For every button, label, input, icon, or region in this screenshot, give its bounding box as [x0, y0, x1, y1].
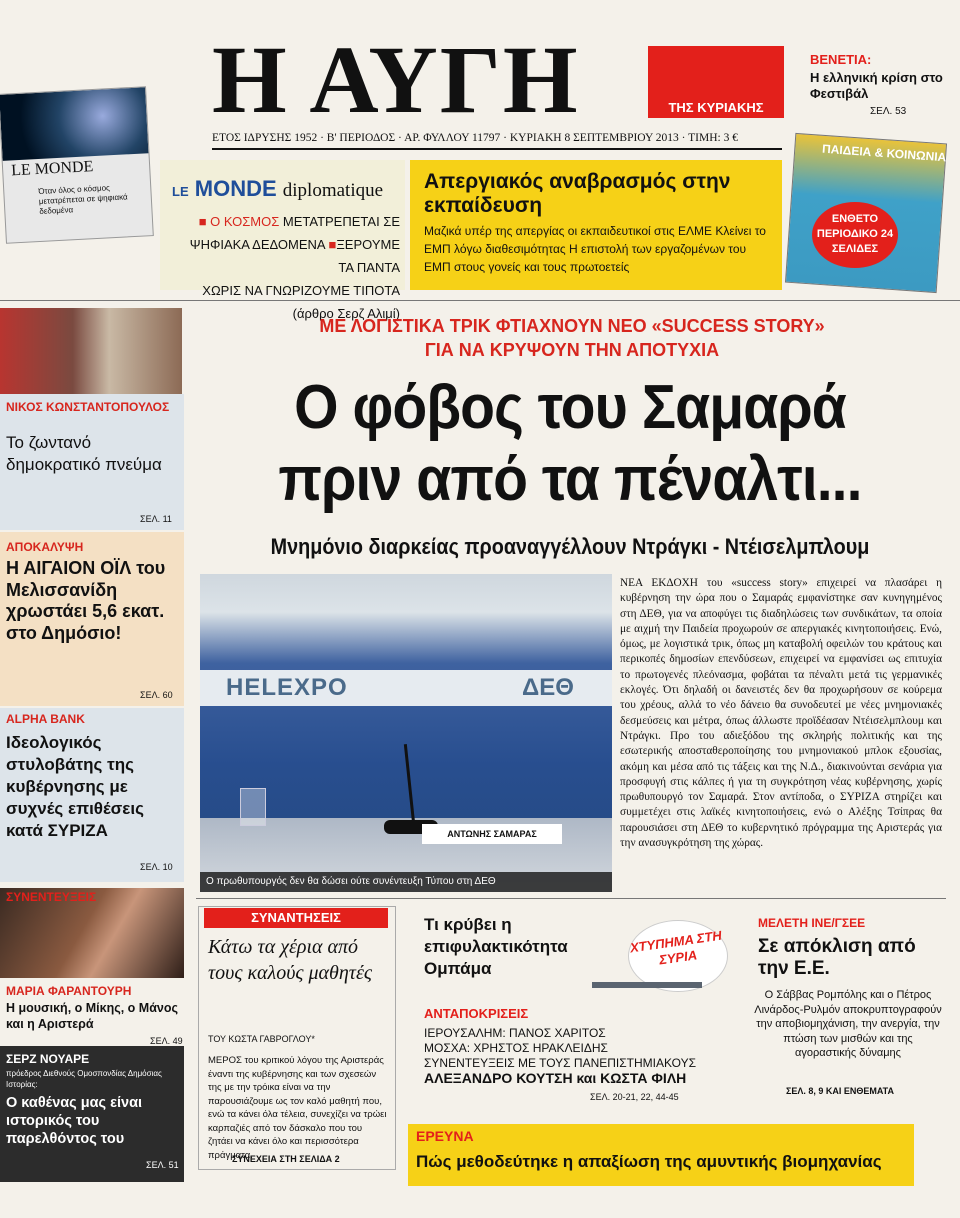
study-kicker: ΜΕΛΕΤΗ ΙΝΕ/ΓΣΕΕ	[758, 916, 866, 930]
syria-line3: ΣΥΝΕΝΤΕΥΞΕΙΣ ΜΕ ΤΟΥΣ ΠΑΝΕΠΙΣΤΗΜΙΑΚΟΥΣ	[424, 1056, 697, 1070]
lead-kicker-1: ΜΕ ΛΟΓΙΣΤΙΚΑ ΤΡΙΚ ΦΤΙΑΧΝΟΥΝ ΝΕΟ «SUCCESS STORY»	[319, 316, 825, 336]
left-item-2-title: Η ΑΙΓΑΙΟΝ ΟΪΛ του Μελισσανίδη χρωστάει 5,6 εκατ. στο Δημόσιο!	[6, 558, 166, 643]
lead-headline-line2: πριν από τα πέναλτι...	[278, 445, 862, 514]
left-item-4-kicker: ΣΥΝΕΝΤΕΥΞΕΙΣ	[6, 890, 97, 904]
magazine-title: ΠΑΙΔΕΙΑ & ΚΟΙΝΩΝΙΑ	[821, 141, 947, 165]
left-item-2-page: ΣΕΛ. 60	[140, 690, 173, 700]
lemonde-logo	[172, 176, 383, 202]
left-item-5-title: Ο καθένας μας είναι ιστορικός του παρελθόντος του	[6, 1095, 143, 1147]
strike-text: Μαζικά υπέρ της απεργίας οι εκπαιδευτικοί στις ΕΛΜΕ Κλείνει το ΕΜΠ λόγω διαθεσιμότητας Η επιστολή των εργαζομένων του ΕΜΠ στους γονείς και τους πρωτοετείς	[424, 224, 766, 274]
lemonde-line2: ΨΗΦΙΑΚΑ ΔΕΔΟΜΕΝΑ	[189, 237, 325, 252]
left-item-1-title: Το ζωντανό δημοκρατικό πνεύμα	[6, 433, 162, 474]
venetia-kicker: ΒΕΝΕΤΙΑ:	[810, 52, 872, 67]
masthead-rule	[212, 148, 782, 150]
lemonde-logo-monde: MONDE	[194, 176, 277, 201]
lemonde-text	[174, 210, 400, 325]
lemonde-logo-diplomatique: diplomatique	[282, 180, 384, 201]
study-page: ΣΕΛ. 8, 9 ΚΑΙ ΕΝΘΕΜΑΤΑ	[786, 1086, 895, 1096]
synantiseis-continue[interactable]: ΣΥΝΕΧΕΙΑ ΣΤΗ ΣΕΛΙΔΑ 2	[232, 1154, 340, 1164]
syria-page: ΣΕΛ. 20-21, 22, 44-45	[590, 1092, 679, 1102]
masthead-info: ΕΤΟΣ ΙΔΡΥΣΗΣ 1952 · Β' ΠΕΡΙΟΔΟΣ · ΑΡ. ΦΥΛΛΟΥ 11797 · ΚΥΡΙΑΚΗ 8 ΣΕΠΤΕΜΒΡΙΟΥ 2013 · ΤΙΜΗ: 3 €	[212, 132, 738, 144]
left-item-1-kicker: ΝΙΚΟΣ ΚΩΝΣΤΑΝΤΟΠΟΥΛΟΣ	[6, 400, 170, 414]
synantiseis-kicker: ΣΥΝΑΝΤΗΣΕΙΣ	[204, 908, 388, 928]
venetia-title[interactable]: Η ελληνική κρίση στο Φεστιβάλ	[810, 70, 943, 101]
lead-kicker-2: ΓΙΑ ΝΑ ΚΡΥΨΟΥΝ ΤΗΝ ΑΠΟΤΥΧΙΑ	[424, 340, 720, 360]
study-text: Ο Σάββας Ρομπόλης και ο Πέτρος Λινάρδος-Ρυλμόν αποκρυπτογραφούν την αποβιομηχάνιση, την ανεργία, την πτώση των μισθών και της αγοραστικής δύναμης	[754, 989, 942, 1059]
lemonde-line1: ΜΕΤΑΤΡΕΠΕΤΑΙ ΣΕ	[279, 214, 400, 229]
photo-glass	[240, 788, 266, 826]
lemonde-cover-name: LE MONDE	[10, 158, 94, 180]
ereuna-title: Πώς μεθοδεύτηκε η απαξίωση της αμυντικής βιομηχανίας	[416, 1152, 882, 1171]
lemonde-line1-red: ■ Ο ΚΟΣΜΟΣ	[198, 214, 280, 229]
left-item-3-title: Ιδεολογικός στυλοβάτης της κυβέρνησης με συχνές επιθέσεις κατά ΣΥΡΙΖΑ	[6, 733, 144, 840]
left-item-1-page: ΣΕΛ. 11	[140, 514, 172, 524]
lemonde-line3: ΧΩΡΙΣ ΝΑ ΓΝΩΡΙΖΟΥΜΕ ΤΙΠΟΤΑ (άρθρο Σερζ Αλιμί)	[202, 283, 400, 321]
microphone-icon	[404, 744, 415, 824]
venetia-page: ΣΕΛ. 53	[870, 106, 907, 117]
airplane-icon	[592, 982, 702, 988]
left-item-4-page: ΣΕΛ. 49	[150, 1036, 183, 1046]
left-item-5-subkicker: πρόεδρος Διεθνούς Ομοσπονδίας Δημόσιας Ιστορίας:	[6, 1069, 162, 1089]
study-title: Σε απόκλιση από την Ε.Ε.	[758, 936, 916, 979]
photo-nameplate: ΑΝΤΩΝΗΣ ΣΑΜΑΡΑΣ	[422, 824, 562, 844]
magazine-badge-text: ΕΝΘΕΤΟ ΠΕΡΙΟΔΙΚΟ 24 ΣΕΛΙΔΕΣ	[816, 213, 894, 255]
photo-caption: Ο πρωθυπουργός δεν θα δώσει ούτε συνέντευξη Τύπου στη ΔΕΘ	[200, 872, 612, 892]
lemonde-cover-text: Όταν όλος ο κόσμος μετατρέπεται σε ψηφιακά δεδομένα	[38, 183, 128, 216]
left-item-5-kicker: ΣΕΡΖ ΝΟΥΑΡΕ	[6, 1052, 90, 1066]
synantiseis-text: ΜΕΡΟΣ του κριτικού λόγου της Αριστεράς έναντι της κυβέρνησης και των σχεσεών της με την τρόικα είναι να την παρουσιάζουμε ως τον καλό μαθητή που, ενώ τα κάνει όλα τέλεια, συνεχίζει να τρώει καρπαζιές από τον δάσκαλο που του ζητάει να κάνει όλο και περισσότερα πράγματα.	[208, 1055, 387, 1161]
lemonde-cover-thumbnail[interactable]	[0, 86, 154, 244]
left-item-5-page: ΣΕΛ. 51	[146, 1160, 179, 1170]
lead-headline-line1: Ο φόβος του Σαμαρά	[294, 373, 846, 442]
left-item-2-kicker: ΑΠΟΚΑΛΥΨΗ	[6, 540, 84, 554]
masthead-title: Η ΑΥΓΗ	[212, 26, 580, 133]
syria-correspondents	[424, 1026, 724, 1086]
lemonde-line2-red: ■	[324, 237, 337, 252]
strike-title: Απεργιακός αναβρασμός στην εκπαίδευση	[424, 170, 731, 217]
left-item-4-title[interactable]: Η μουσική, ο Μίκης, ο Μάνος και η Αριστερά	[6, 1001, 178, 1031]
photo-deth-text: ΔΕΘ	[522, 674, 574, 701]
lemonde-cover-image	[0, 87, 148, 161]
section-divider	[0, 300, 960, 301]
synantiseis-author: ΤΟΥ ΚΩΣΤΑ ΓΑΒΡΟΓΛΟΥ*	[208, 1034, 315, 1044]
syria-line4: ΑΛΕΞΑΝΔΡΟ ΚΟΥΤΣΗ και ΚΩΣΤΑ ΦΙΛΗ	[424, 1070, 687, 1086]
edition-label: ΤΗΣ ΚΥΡΙΑΚΗΣ	[668, 100, 764, 115]
lead-subhead: Μνημόνιο διαρκείας προαναγγέλλουν Ντράγκι - Ντέισελμπλουμ	[270, 534, 870, 559]
ereuna-kicker: ΕΡΕΥΝΑ	[416, 1128, 474, 1144]
syria-line1: ΙΕΡΟΥΣΑΛΗΜ: ΠΑΝΟΣ ΧΑΡΙΤΟΣ	[424, 1026, 606, 1040]
left-item-3-kicker: ALPHA BANK	[6, 712, 85, 726]
synantiseis-title: Κάτω τα χέρια από τους καλούς μαθητές	[208, 936, 372, 984]
left-item-3-page: ΣΕΛ. 10	[140, 862, 173, 872]
konstantopoulos-photo	[0, 308, 182, 394]
syria-line2: ΜΟΣΧΑ: ΧΡΗΣΤΟΣ ΗΡΑΚΛΕΙΔΗΣ	[424, 1041, 608, 1055]
lead-body-text: ΝΕΑ ΕΚΔΟΧΗ του «success story» επιχειρεί να πλασάρει η κυβέρνηση την ώρα που ο Σαμαράς εμφανίστηκε σαν κυνηγημένος στη ΔΕΘ, για να αποφύγει τις διαδηλώσεις των συνδικάτων, τα οποία με αιχμή την Παιδεία προχωρούν σε απεργιακές κινητοποιήσεις. Ενώ, όμως, με λογιστικά τρικ, όπως μη καταβολή οφειλών του κράτους και περικοπές δημοσίων επενδύσεων, επιχειρεί να εμφανίσει ως επιτυχία το πρωτογενές πλεόνασμα, φοβάται τα πέναλτι μετά τις γερμανικές εκλογές. Ότι δηλαδή οι δανειστές δεν θα προχωρήσουν σε κούρεμα του χρέους, αλλά το νέο δάνειο θα συνοδευτεί με νέες μνημονιακές δεσμεύσεις και μέτρα, όπως άλλωστε προϊδέασαν Ντέισελμπλουμ και Ντράγκι. Προ του αδιεξόδου της σκληρής πολιτικής και της εσωτερικής αποσταθεροποίησης του μνημονιακού μπλοκ εξουσίας, ακόμη και μέσα από τις τάξεις και της Ν.Δ., διακινούνται σενάρια για προσφυγή στις κάλπες ή για τη συγκρότηση νέας κυβέρνησης, χωρίς πρωθυπουργό τον Σαμαρά. Στον αντίποδα, ο ΣΥΡΙΖΑ στηρίζει και συμμετέχει στις λαϊκές κινητοποιήσεις, ενώ ο Αλέξης Τσίπρας θα παρουσιάσει στη ΔΕΘ το κυβερνητικό πρόγραμμα της Αριστεράς για την ανασυγκρότηση της χώρας.	[620, 577, 942, 850]
syria-badge-text: ΧΤΥΠΗΜΑ ΣΤΗ ΣΥΡΙΑ	[629, 927, 723, 968]
syria-title: Τι κρύβει η επιφυλακτικότητα Ομπάμα	[424, 915, 568, 978]
lead-headline[interactable]	[230, 372, 911, 516]
left-item-4-subkicker: ΜΑΡΙΑ ΦΑΡΑΝΤΟΥΡΗ	[6, 984, 132, 998]
samaras-podium-photo	[200, 574, 612, 892]
photo-helexpo-text: HELEXPO	[226, 674, 348, 701]
syria-kicker: ΑΝΤΑΠΟΚΡΙΣΕΙΣ	[424, 1006, 529, 1021]
section-divider	[196, 898, 946, 899]
lemonde-line2b: ΞΕΡΟΥΜΕ ΤΑ ΠΑΝΤΑ	[336, 237, 400, 275]
lemonde-logo-le: LE	[172, 184, 189, 199]
